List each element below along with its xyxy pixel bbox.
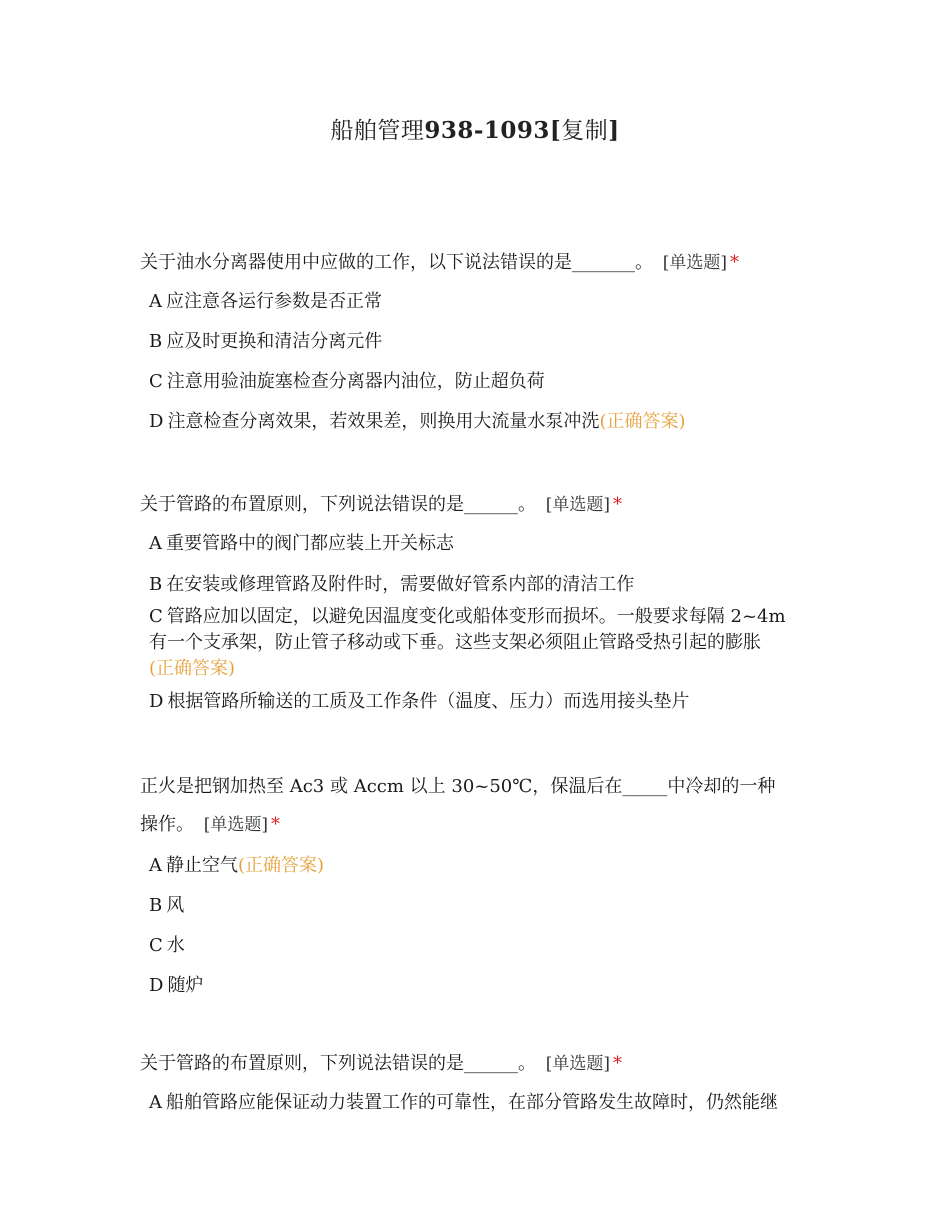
option-d[interactable]	[149, 410, 800, 434]
option-letter: C	[149, 371, 163, 392]
question-stem	[140, 768, 790, 844]
option-letter: A	[149, 855, 162, 876]
option-list	[140, 1091, 800, 1115]
option-d[interactable]	[149, 974, 790, 998]
option-text: 管路应加以固定，以避免因温度变化或船体变形而损坏。一般要求每隔 2~4m 有一个支承架，防止管子移动或下垂。这些支架必须阻止管路受热引起的膨胀	[149, 606, 786, 653]
option-text: 水	[166, 935, 185, 956]
question-stem	[140, 246, 800, 280]
correct-answer-label: (正确答案)	[599, 411, 686, 432]
option-text: 重要管路中的阀门都应装上开关标志	[166, 533, 454, 554]
option-text: 应注意各运行参数是否正常	[166, 291, 382, 312]
survey-title-bracket-right: ]	[608, 117, 620, 144]
question-1	[140, 246, 800, 450]
survey-title	[0, 112, 950, 145]
option-letter: A	[149, 1092, 162, 1113]
option-text: 注意用验油旋塞检查分离器内油位，防止超负荷	[166, 371, 545, 392]
option-text: 静止空气	[166, 855, 238, 876]
option-text: 船舶管路应能保证动力装置工作的可靠性，在部分管路发生故障时，仍然能继	[166, 1092, 778, 1113]
required-mark: *	[271, 814, 280, 835]
correct-answer-label: (正确答案)	[238, 855, 325, 876]
option-c[interactable]	[149, 370, 800, 394]
option-a[interactable]	[149, 1091, 800, 1115]
question-type-label: [单选题]	[662, 253, 727, 273]
option-letter: A	[149, 533, 162, 554]
survey-title-copy: 复制	[561, 118, 609, 144]
option-letter: B	[149, 331, 163, 352]
option-text: 风	[166, 895, 185, 916]
option-list	[140, 290, 800, 434]
option-a[interactable]	[149, 532, 800, 556]
question-text: 关于油水分离器使用中应做的工作，以下说法错误的是_______。	[140, 252, 653, 273]
survey-title-cn: 船舶管理	[330, 118, 425, 144]
option-list	[140, 532, 800, 714]
question-type-label: [单选题]	[203, 815, 268, 835]
option-b[interactable]	[149, 572, 800, 598]
option-a[interactable]	[149, 290, 800, 314]
option-c[interactable]	[149, 604, 800, 682]
correct-answer-label: (正确答案)	[149, 658, 236, 679]
question-text: 正火是把钢加热至 Ac3 或 Accm 以上 30~50℃，保温后在_____中冷却的一种操作。	[140, 776, 776, 835]
question-text: 关于管路的布置原则，下列说法错误的是______。	[140, 1053, 536, 1074]
option-letter: A	[149, 291, 162, 312]
question-4	[140, 1047, 800, 1131]
required-mark: *	[613, 494, 622, 515]
question-2	[140, 488, 800, 730]
option-b[interactable]	[149, 330, 800, 354]
option-text: 注意检查分离效果，若效果差，则换用大流量水泵冲洗	[167, 411, 600, 432]
option-letter: B	[149, 895, 163, 916]
option-text: 应及时更换和清洁分离元件	[166, 331, 383, 352]
question-text: 关于管路的布置原则，下列说法错误的是______。	[140, 494, 536, 515]
option-text: 根据管路所输送的工质及工作条件（温度、压力）而选用接头垫片	[167, 691, 690, 712]
question-3	[140, 768, 790, 1014]
survey-title-bracket-left: [	[549, 117, 562, 144]
survey-title-number: 938-1093	[424, 117, 550, 144]
option-b[interactable]	[149, 894, 790, 918]
option-letter: B	[149, 574, 163, 595]
option-a[interactable]	[149, 854, 790, 878]
option-letter: C	[149, 606, 163, 627]
required-mark: *	[613, 1053, 622, 1074]
option-d[interactable]	[149, 690, 800, 714]
option-letter: D	[149, 411, 164, 432]
question-stem	[140, 488, 800, 522]
option-text: 随炉	[167, 975, 204, 996]
option-letter: C	[149, 935, 163, 956]
question-stem	[140, 1047, 800, 1081]
option-list	[140, 854, 790, 998]
required-mark: *	[730, 252, 739, 273]
option-letter: D	[149, 975, 164, 996]
question-type-label: [单选题]	[545, 1054, 610, 1074]
option-letter: D	[149, 691, 164, 712]
option-text: 在安装或修理管路及附件时，需要做好管系内部的清洁工作	[166, 574, 635, 595]
question-type-label: [单选题]	[545, 495, 610, 515]
option-c[interactable]	[149, 934, 790, 958]
